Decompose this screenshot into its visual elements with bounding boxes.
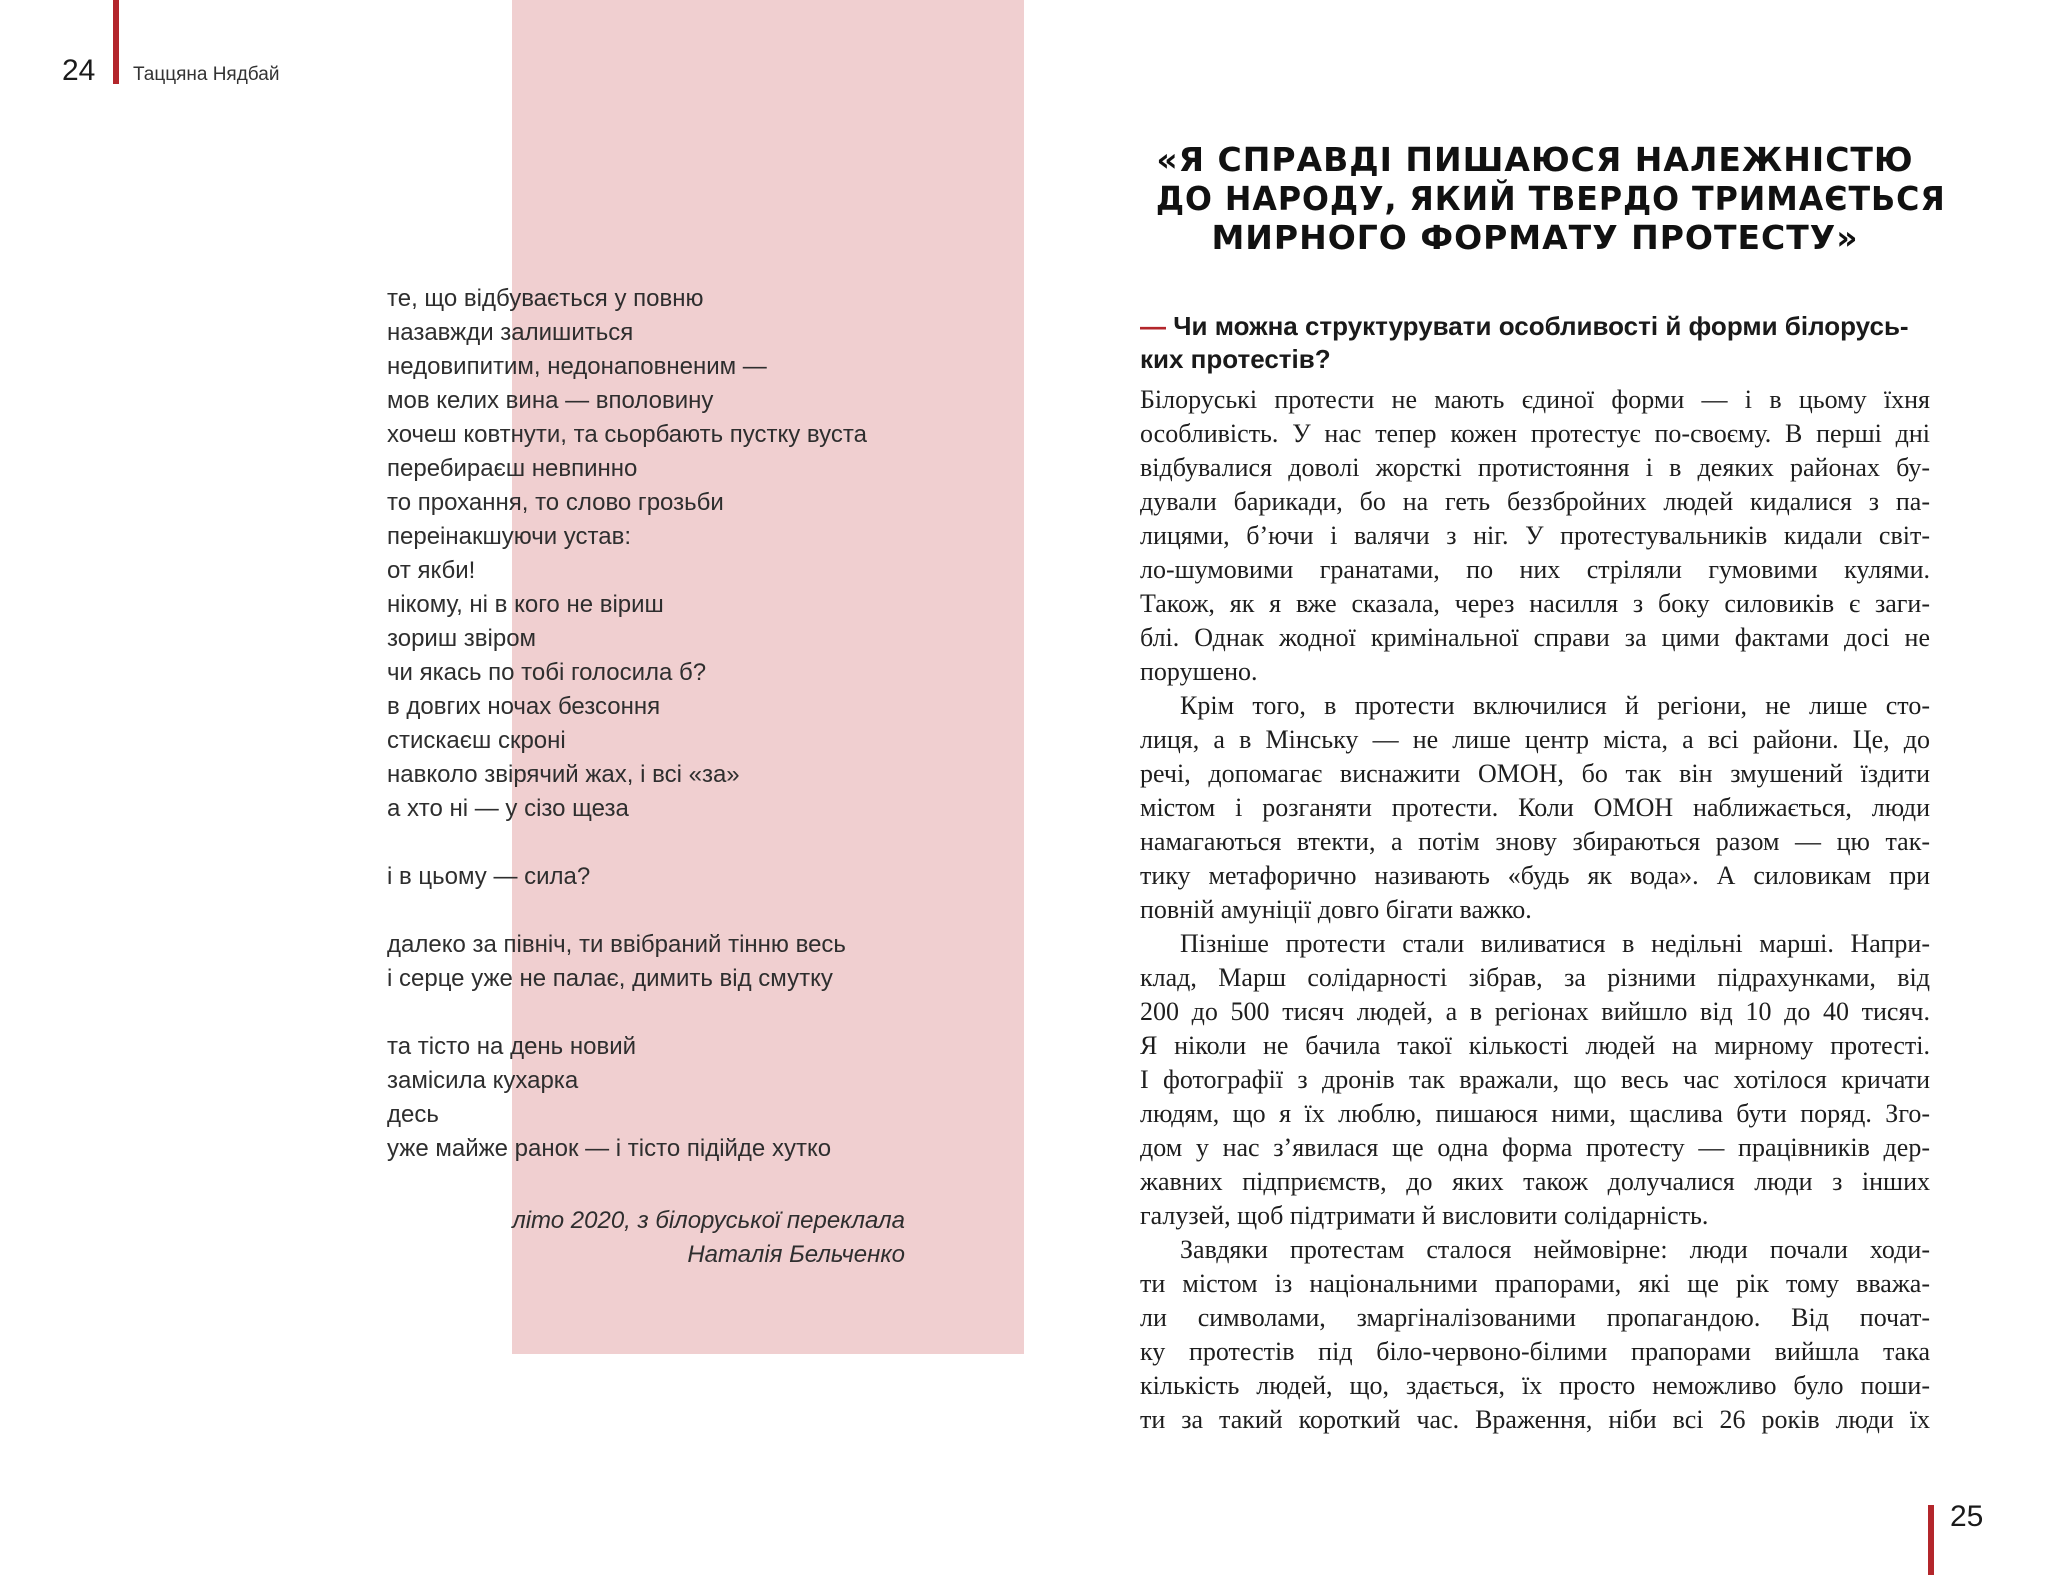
body-text-content: галузей, щоб підтримати й висловити солідарність. xyxy=(1140,1201,1709,1230)
poem-line: в довгих ночах безсоння xyxy=(387,693,661,720)
body-text-line xyxy=(1140,485,1930,519)
body-text-content: порушено. xyxy=(1140,657,1258,686)
body-text-content: речі, допомагає виснажити ОМОН, бо так він змушений їздити xyxy=(1140,759,1930,788)
body-text-line xyxy=(1140,1335,1930,1369)
poem-line: десь xyxy=(387,1101,439,1128)
poem-line: назавжди залишиться xyxy=(387,319,634,346)
body-text-line xyxy=(1140,1369,1930,1403)
body-text-line xyxy=(1140,995,1930,1029)
body-text-content: 200 до 500 тисяч людей, а в регіонах вийшло від 10 до 40 тисяч. xyxy=(1140,997,1930,1026)
poem-line: те, що відбувається у повню xyxy=(387,285,704,312)
body-text-line xyxy=(1140,1199,1930,1233)
page-number-left: 24 xyxy=(62,54,96,87)
body-text-content: ку протестів під біло-червоно-білими прапорами вийшла така xyxy=(1140,1337,1930,1366)
body-text-content: Я ніколи не бачила такої кількості людей на мирному протесті. xyxy=(1140,1031,1930,1060)
body-text-line xyxy=(1140,1131,1930,1165)
question-text: Чи можна структурувати особливості й форми білорусь- xyxy=(1173,311,1909,341)
body-text-content: лиця, а в Мінську — не лише центр міста, а всі райони. Це, до xyxy=(1140,725,1930,754)
body-text-content: тику метафорично називають «будь як вода». А силовикам при xyxy=(1140,861,1930,890)
page-number-right: 25 xyxy=(1950,1500,1984,1533)
poem-line: навколо звірячий жах, і всі «за» xyxy=(387,761,740,788)
poem-attribution xyxy=(500,1204,905,1272)
poem-line: зориш звіром xyxy=(387,625,537,652)
poem-line: мов келих вина — вполовину xyxy=(387,387,714,414)
heading-line: «Я СПРАВДІ ПИШАЮСЯ НАЛЕЖНІСТЮ xyxy=(1156,140,1914,179)
body-text-content: Крім того, в протести включилися й регіони, не лише сто- xyxy=(1180,691,1930,720)
article-heading xyxy=(1140,140,1946,257)
question-dash: — xyxy=(1140,311,1166,341)
body-text-content: повній амуніції довго бігати важко. xyxy=(1140,895,1532,924)
body-text-line xyxy=(1140,961,1930,995)
stanza-gap xyxy=(387,894,1007,928)
question-line: ких протестів? xyxy=(1140,344,1331,374)
body-text-content: дували барикади, бо на геть беззбройних людей кидалися з па- xyxy=(1140,487,1930,516)
body-text-line xyxy=(1140,1403,1930,1437)
body-text-content: ти містом із національними прапорами, які ще рік тому вважа- xyxy=(1140,1269,1930,1298)
body-text-line xyxy=(1140,451,1930,485)
body-text-line xyxy=(1140,1063,1930,1097)
body-text-line xyxy=(1140,825,1930,859)
attribution-translator: Наталія Бельченко xyxy=(687,1241,905,1268)
heading-line: МИРНОГО ФОРМАТУ ПРОТЕСТУ» xyxy=(1211,218,1859,257)
body-text-line xyxy=(1140,1301,1930,1335)
body-text-line xyxy=(1140,757,1930,791)
poem-line: перебираєш невпинно xyxy=(387,455,638,482)
body-text-content: Білоруські протести не мають єдиної форми — і в цьому їхня xyxy=(1140,385,1930,414)
attribution-line: літо 2020, з білоруської переклала xyxy=(512,1207,905,1234)
poem-line: далеко за північ, ти ввібраний тінню весь xyxy=(387,931,846,958)
stanza-gap xyxy=(387,826,1007,860)
stanza-gap xyxy=(387,996,1007,1030)
poem-line: недовипитим, недонаповненим — xyxy=(387,353,767,380)
body-text-content: Також, як я вже сказала, через насилля з боку силовиків є заги- xyxy=(1140,589,1930,618)
body-text-line xyxy=(1140,893,1930,927)
poem-line: стискаєш скроні xyxy=(387,727,566,754)
body-text-content: містом і розганяти протести. Коли ОМОН наближається, люди xyxy=(1140,793,1930,822)
body-text-content: лицями, б’ючи і валячи з ніг. У протестувальників кидали світ- xyxy=(1140,521,1930,550)
poem-line: та тісто на день новий xyxy=(387,1033,637,1060)
body-text-line xyxy=(1140,1233,1930,1267)
body-text-line xyxy=(1140,519,1930,553)
body-text-line xyxy=(1140,689,1930,723)
body-text-content: особливість. У нас тепер кожен протестує по-своєму. В перші дні xyxy=(1140,419,1930,448)
body-text-line xyxy=(1140,927,1930,961)
poem-line: і серце уже не палає, димить від смутку xyxy=(387,965,833,992)
body-text-line xyxy=(1140,621,1930,655)
footer-accent-bar xyxy=(1928,1505,1934,1575)
body-text-content: намагаються втекти, а потім знову збираються разом — цю так- xyxy=(1140,827,1930,856)
body-text-line xyxy=(1140,1165,1930,1199)
header-accent-bar xyxy=(113,0,119,84)
body-text-line xyxy=(1140,383,1930,417)
body-text-content: дом у нас з’явилася ще одна форма протесту — працівників дер- xyxy=(1140,1133,1930,1162)
body-text-line xyxy=(1140,859,1930,893)
body-text-content: жавних підприємств, до яких також долучалися люди з інших xyxy=(1140,1167,1930,1196)
body-text-content: Завдяки протестам сталося неймовірне: люди почали ходи- xyxy=(1180,1235,1930,1264)
body-text-content: людям, що я їх люблю, пишаюся ними, щаслива бути поряд. Зго- xyxy=(1140,1099,1930,1128)
poem-line: то прохання, то слово грозьби xyxy=(387,489,724,516)
body-text-line xyxy=(1140,791,1930,825)
body-text-line xyxy=(1140,655,1930,689)
poem-line: уже майже ранок — і тісто підійде хутко xyxy=(387,1135,832,1162)
poem-line: от якби! xyxy=(387,557,476,584)
poem-line: замісила кухарка xyxy=(387,1067,579,1094)
body-text-content: Пізніше протести стали виливатися в недільні марші. Напри- xyxy=(1180,929,1930,958)
body-text-line xyxy=(1140,1029,1930,1063)
body-text-content: відбувалися доволі жорсткі протистояння і в деяких районах бу- xyxy=(1140,453,1930,482)
body-text-line xyxy=(1140,553,1930,587)
body-text-content: ло-шумовими гранатами, по них стріляли гумовими кулями. xyxy=(1140,555,1930,584)
interview-question xyxy=(1140,310,1930,376)
body-text-line xyxy=(1140,723,1930,757)
body-text-content: І фотографії з дронів так вражали, що весь час хотілося кричати xyxy=(1140,1065,1930,1094)
poem-line: і в цьому — сила? xyxy=(387,863,591,890)
body-text-line xyxy=(1140,1097,1930,1131)
body-text-content: кількість людей, що, здається, їх просто неможливо було поши- xyxy=(1140,1371,1930,1400)
body-text-line xyxy=(1140,417,1930,451)
heading-line: ДО НАРОДУ, ЯКИЙ ТВЕРДО ТРИМАЄТЬСЯ xyxy=(1155,179,1946,218)
poem-line: чи якась по тобі голосила б? xyxy=(387,659,707,686)
poem xyxy=(387,282,1007,1166)
body-text-content: ли символами, змаргіналізованими пропагандою. Від почат- xyxy=(1140,1303,1930,1332)
interview-answer xyxy=(1140,383,1930,1437)
running-head-author: Таццяна Нядбай xyxy=(133,64,280,85)
poem-line: хочеш ковтнути, та сьорбають пустку вуста xyxy=(387,421,867,448)
poem-line: переінакшуючи устав: xyxy=(387,523,631,550)
question-line xyxy=(1140,310,1930,343)
body-text-content: ти за такий короткий час. Враження, ніби всі 26 років люди їх xyxy=(1140,1405,1930,1434)
poem-line: нікому, ні в кого не віриш xyxy=(387,591,664,618)
poem-line: а хто ні — у сізо щеза xyxy=(387,795,629,822)
body-text-line xyxy=(1140,1267,1930,1301)
body-text-content: блі. Однак жодної кримінальної справи за цими фактами досі не xyxy=(1140,623,1930,652)
body-text-line xyxy=(1140,587,1930,621)
body-text-content: клад, Марш солідарності зібрав, за різними підрахунками, від xyxy=(1140,963,1930,992)
